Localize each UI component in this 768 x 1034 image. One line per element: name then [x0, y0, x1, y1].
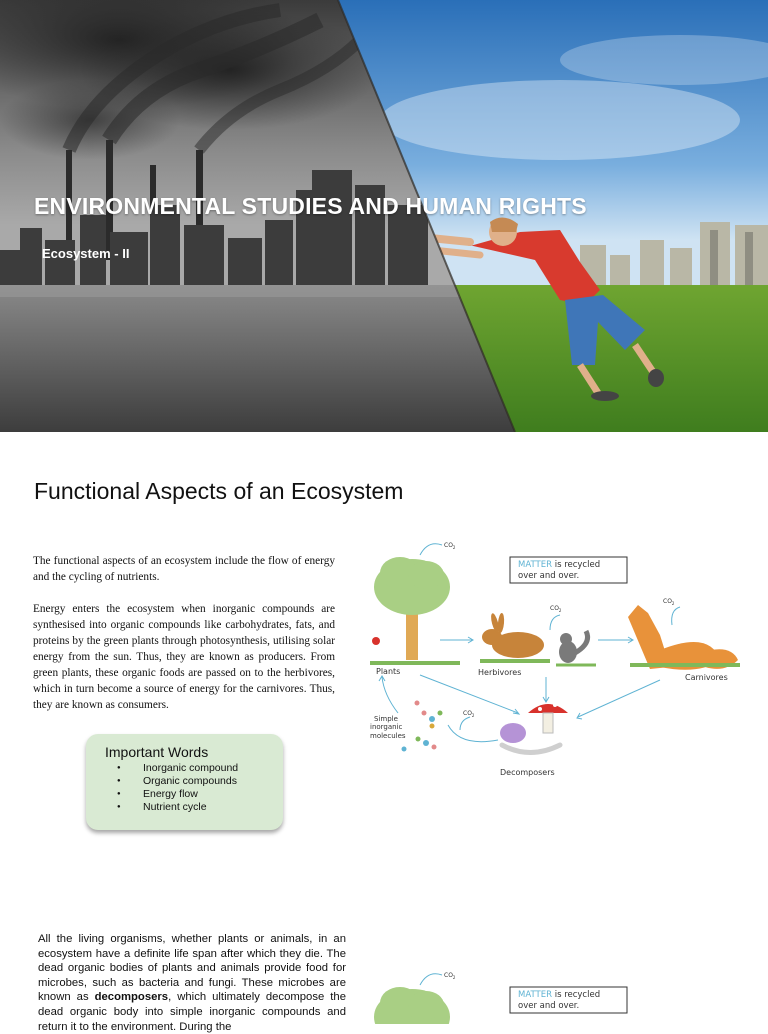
co2-label-decomposers: $CO_2$	[463, 710, 475, 718]
label-plants: Plants	[376, 667, 401, 676]
matter-word: MATTER	[518, 990, 552, 1000]
matter-word: MATTER	[518, 560, 552, 570]
important-words-box	[86, 734, 283, 830]
arrow-carnivores-to-decomposers	[578, 680, 660, 717]
co2-label-carnivores: $CO_2$	[663, 598, 675, 606]
arrow-molecules-to-plants	[382, 677, 398, 713]
curl-arrow	[550, 615, 560, 630]
co2-label-plants: $CO_2$	[444, 542, 456, 550]
curl-arrow	[420, 974, 442, 985]
important-words-list	[104, 762, 238, 814]
paragraph-decomposers-text-2: , which ultimately decompose the dead organic body into simple inorganic compounds and return it to the environment. During the	[38, 991, 346, 1033]
label-herbivores: Herbivores	[478, 668, 522, 677]
section-heading: Functional Aspects of an Ecosystem	[34, 478, 404, 504]
list-item: ● Organic compounds	[104, 775, 238, 788]
matter-rest: is recycled	[552, 560, 601, 570]
matter-text-line1	[518, 560, 600, 570]
paragraph-decomposers	[38, 932, 346, 1034]
squirrel-icon	[556, 631, 596, 665]
co2-label-herbivores: $CO_2$	[550, 605, 562, 613]
label-simple: Simple	[374, 715, 398, 723]
rabbit-icon	[480, 613, 550, 661]
label-inorganic: inorganic	[370, 723, 403, 731]
curl-arrow	[420, 544, 442, 555]
paragraph-energy: Energy enters the ecosystem when inorganic compounds are synthesised into organic compounds like carbohydrates, fats, and proteins by the green plants through photosynthesis, utilising solar energy from the sun. Thus, they are known as producers. From green plants, these organic foods are passed on to the herbivores, which in turn become a source of energy for the carnivores. Thus, they are known as consumers.	[33, 603, 335, 711]
list-item: ● Energy flow	[104, 788, 238, 801]
nutrient-cycle-diagram	[360, 535, 760, 785]
paragraph-intro: The functional aspects of an ecosystem include the flow of energy and the cycling of nutrients.	[33, 555, 335, 583]
hero-banner	[0, 0, 768, 432]
important-words-title: Important Words	[105, 744, 209, 760]
arrow-plants-to-decomposers	[420, 675, 518, 713]
matter-text-line1	[518, 990, 600, 1000]
matter-rest: is recycled	[552, 990, 601, 1000]
label-decomposers: Decomposers	[500, 768, 555, 777]
paragraph-decomposers-text-1: All the living organisms, whether plants or animals, in an ecosystem have a definite life span after which they die. The dead organic bodies of plants and animals provide food for microbes, such as bacteria and fungi. These microbes are known as	[38, 933, 346, 1004]
co2-label-plants: $CO_2$	[444, 972, 456, 980]
curl-arrow	[672, 607, 680, 625]
plant-tree-icon	[374, 987, 450, 1024]
matter-text-line2: over and over.	[518, 1001, 580, 1011]
nutrient-cycle-diagram-repeat	[360, 965, 760, 1024]
hero-title: ENVIRONMENTAL STUDIES AND HUMAN RIGHTS	[34, 193, 587, 219]
curl-arrow	[460, 717, 470, 730]
hero-subtitle: Ecosystem - II	[42, 246, 130, 261]
matter-text-line2: over and over.	[518, 571, 580, 581]
label-carnivores: Carnivores	[685, 673, 728, 682]
label-molecules: molecules	[370, 732, 406, 740]
molecule-icons	[402, 701, 443, 752]
list-item: ● Nutrient cycle	[104, 801, 238, 814]
decomposers-term: decomposers	[94, 991, 169, 1004]
arrow-decomposers-to-molecules	[448, 725, 498, 742]
plant-tree-icon	[370, 557, 460, 663]
fox-icon	[628, 605, 740, 670]
mushroom-icon	[528, 703, 568, 733]
list-item: ● Inorganic compound	[104, 762, 238, 775]
